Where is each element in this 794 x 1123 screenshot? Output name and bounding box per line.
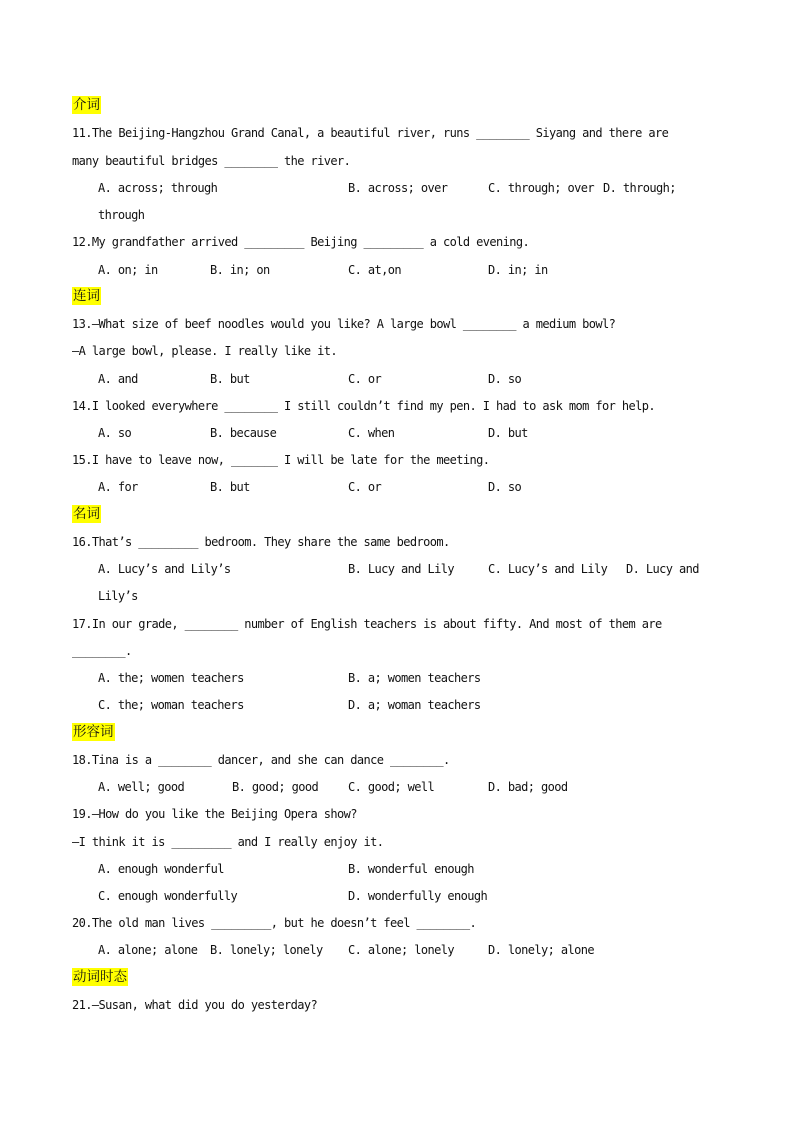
section-heading-prepositions: 介词 [73,97,100,113]
question-12-option-b: B. in; on [210,263,270,277]
question-11-line-2: many beautiful bridges ________ the river. [72,154,351,168]
section-heading-conjunctions: 连词 [73,288,100,304]
question-16-line-1: 16.That’s _________ bedroom. They share the same bedroom. [72,535,450,549]
question-20-option-a: A. alone; alone [98,943,198,957]
section-heading-adjectives: 形容词 [73,724,114,740]
question-19-option-d: D. wonderfully enough [348,889,488,903]
question-16-option-b: B. Lucy and Lily [348,562,454,576]
question-15-option-d: D. so [488,480,522,494]
question-20-option-b: B. lonely; lonely [210,943,323,957]
question-18-option-c: C. good; well [348,780,435,794]
question-13-option-d: D. so [488,372,522,386]
question-20-option-c: C. alone; lonely [348,943,454,957]
question-12-option-a: A. on; in [98,263,158,277]
question-19-option-c: C. enough wonderfully [98,889,238,903]
question-16-option-d: D. Lucy and [626,562,699,576]
question-17-line-2: ________. [72,644,132,658]
question-12-option-c: C. at,on [348,263,401,277]
question-14-option-d: D. but [488,426,528,440]
question-14-option-c: C. when [348,426,395,440]
question-11-option-d-continued: through [98,208,145,222]
question-17-option-a: A. the; women teachers [98,671,244,685]
question-17-option-d: D. a; woman teachers [348,698,481,712]
question-19-option-a: A. enough wonderful [98,862,224,876]
question-19-line-2: —I think it is _________ and I really enjoy it. [72,835,384,849]
question-18-line-1: 18.Tina is a ________ dancer, and she can dance ________. [72,753,450,767]
question-13-line-1: 13.—What size of beef noodles would you like? A large bowl ________ a medium bowl? [72,317,616,331]
question-12-option-d: D. in; in [488,263,548,277]
question-15-option-b: B. but [210,480,250,494]
question-15-option-c: C. or [348,480,382,494]
question-17-option-b: B. a; women teachers [348,671,481,685]
question-14-option-a: A. so [98,426,132,440]
question-13-option-b: B. but [210,372,250,386]
question-14-option-b: B. because [210,426,277,440]
section-heading-nouns: 名词 [73,506,100,522]
question-18-option-d: D. bad; good [488,780,568,794]
question-11-line-1: 11.The Beijing-Hangzhou Grand Canal, a beautiful river, runs ________ Siyang and there are [72,126,669,140]
question-19-line-1: 19.—How do you like the Beijing Opera show? [72,807,357,821]
question-16-option-d-continued: Lily’s [98,589,138,603]
question-11-option-b: B. across; over [348,181,448,195]
question-20-option-d: D. lonely; alone [488,943,594,957]
question-21-line-1: 21.—Susan, what did you do yesterday? [72,998,318,1012]
question-19-option-b: B. wonderful enough [348,862,474,876]
question-18-option-a: A. well; good [98,780,185,794]
question-11-option-d: D. through; [603,181,676,195]
question-16-option-a: A. Lucy’s and Lily’s [98,562,231,576]
question-15-option-a: A. for [98,480,138,494]
question-13-option-c: C. or [348,372,382,386]
question-12-line-1: 12.My grandfather arrived _________ Beijing _________ a cold evening. [72,235,530,249]
question-17-line-1: 17.In our grade, ________ number of English teachers is about fifty. And most of them are [72,617,662,631]
question-17-option-c: C. the; woman teachers [98,698,244,712]
section-heading-verb-tenses: 动词时态 [73,969,127,985]
question-13-line-2: —A large bowl, please. I really like it. [72,344,337,358]
question-15-line-1: 15.I have to leave now, _______ I will be late for the meeting. [72,453,490,467]
question-20-line-1: 20.The old man lives _________, but he doesn’t feel ________. [72,916,477,930]
question-16-option-c: C. Lucy’s and Lily [488,562,608,576]
question-11-option-a: A. across; through [98,181,218,195]
question-18-option-b: B. good; good [232,780,319,794]
question-14-line-1: 14.I looked everywhere ________ I still couldn’t find my pen. I had to ask mom for help. [72,399,655,413]
question-13-option-a: A. and [98,372,138,386]
question-11-option-c: C. through; over [488,181,594,195]
